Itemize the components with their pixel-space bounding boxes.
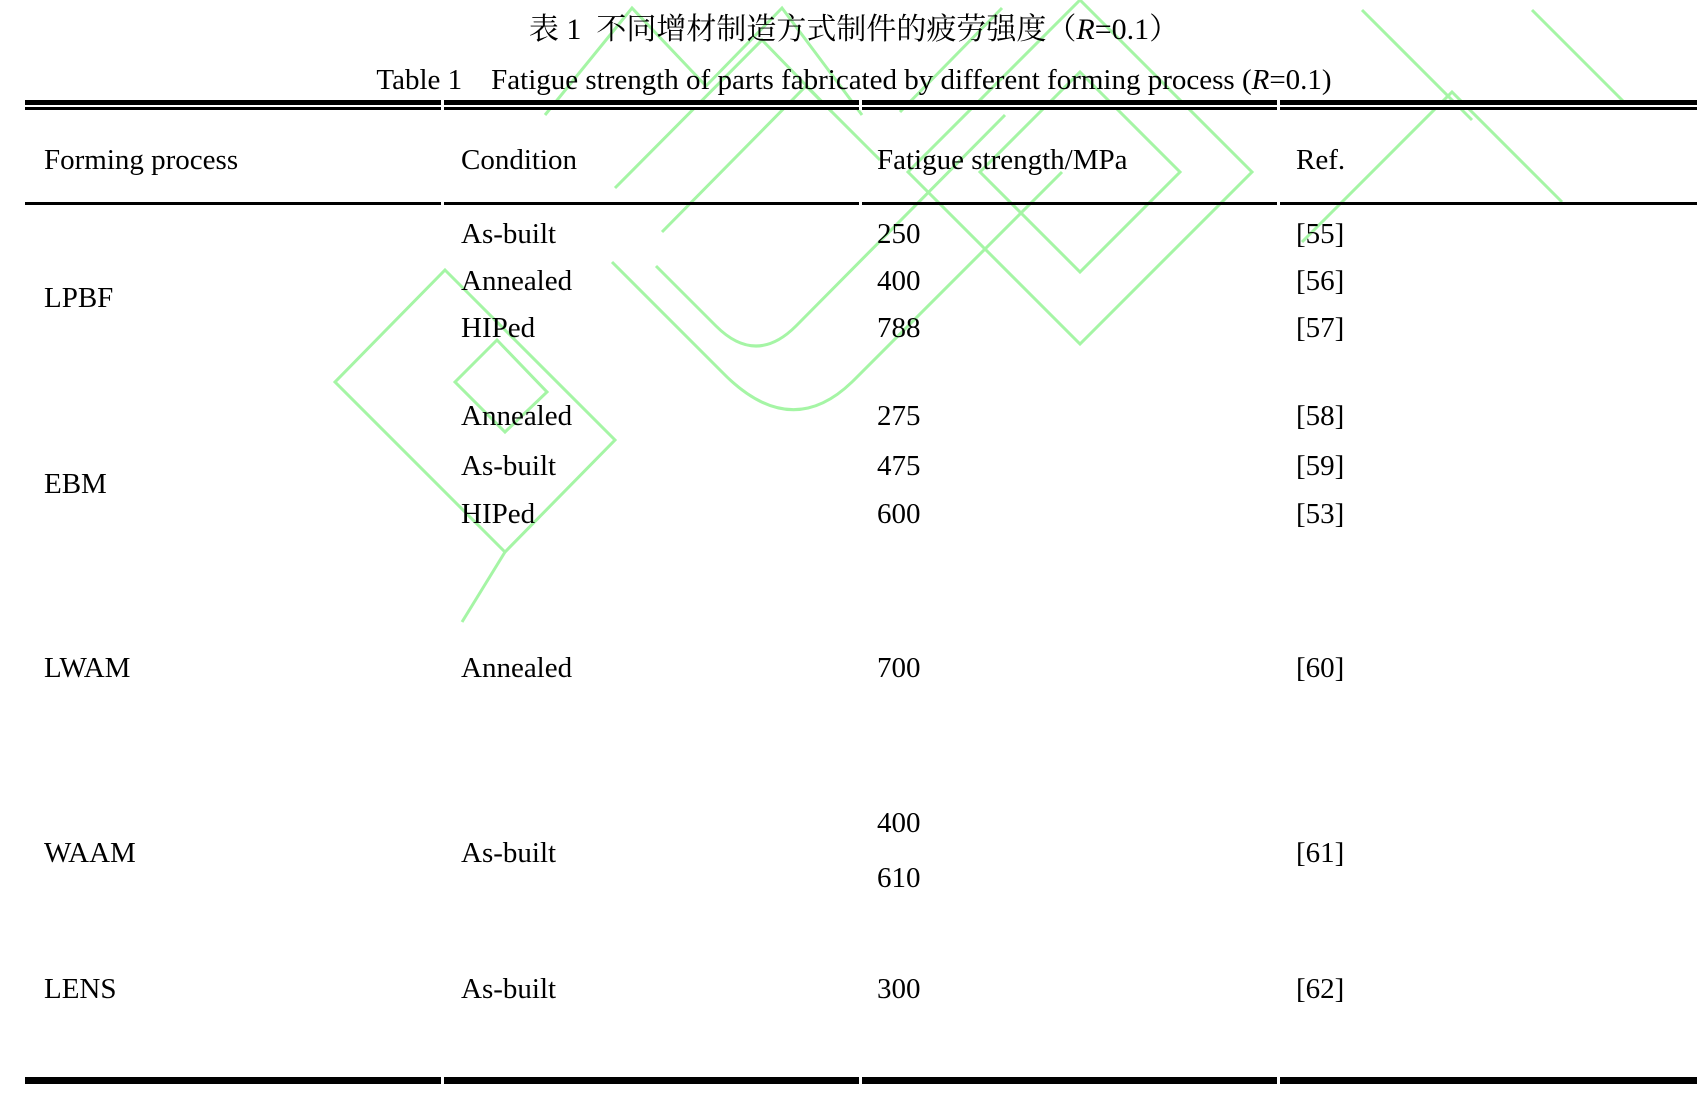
cell-condition: As-built <box>461 973 557 1005</box>
cell-ref: [61] <box>1296 837 1345 869</box>
column-separator-gap <box>1277 1077 1280 1084</box>
caption-en-text: Table 1 Fatigue strength of parts fabricated by different forming process ( <box>376 64 1252 96</box>
caption-zh-text: 表 1 不同增材制造方式制件的疲劳强度（ <box>528 13 1077 46</box>
cell-strength: 250 <box>877 218 921 250</box>
column-separator-gap <box>441 1077 444 1084</box>
cell-condition: Annealed <box>461 400 573 432</box>
table-caption-en <box>0 61 1708 99</box>
cell-condition: Annealed <box>461 652 573 684</box>
cell-ref: [55] <box>1296 218 1345 250</box>
caption-en-italic-r: R <box>1251 64 1270 96</box>
col-header-fatigue-strength: Fatigue strength/MPa <box>877 144 1128 176</box>
cell-strength: 275 <box>877 400 921 432</box>
table-caption-zh <box>0 11 1708 49</box>
cell-condition: As-built <box>461 450 557 482</box>
group-label-waam: WAAM <box>44 837 136 869</box>
column-separator-gap <box>1277 100 1280 110</box>
cell-ref: [62] <box>1296 973 1345 1005</box>
caption-en-suffix: =0.1) <box>1269 64 1332 96</box>
cell-ref: [56] <box>1296 265 1345 297</box>
cell-ref: [57] <box>1296 312 1345 344</box>
cell-strength: 788 <box>877 312 921 344</box>
cell-strength: 400 <box>877 807 921 839</box>
group-label-lens: LENS <box>44 973 117 1005</box>
cell-strength: 300 <box>877 973 921 1005</box>
group-label-ebm: EBM <box>44 468 107 500</box>
cell-strength: 600 <box>877 498 921 530</box>
group-label-lwam: LWAM <box>44 652 131 684</box>
cell-condition: As-built <box>461 837 557 869</box>
col-header-condition: Condition <box>461 144 578 176</box>
group-label-lpbf: LPBF <box>44 282 114 314</box>
col-header-forming-process: Forming process <box>44 144 239 176</box>
cell-strength: 400 <box>877 265 921 297</box>
cell-strength: 610 <box>877 862 921 894</box>
cell-ref: [53] <box>1296 498 1345 530</box>
caption-zh-suffix: =0.1） <box>1094 13 1180 46</box>
cell-condition: HIPed <box>461 498 536 530</box>
column-separator-gap <box>441 202 444 205</box>
column-separator-gap <box>859 1077 862 1084</box>
cell-ref: [59] <box>1296 450 1345 482</box>
col-header-ref: Ref. <box>1296 144 1346 176</box>
column-separator-gap <box>1277 202 1280 205</box>
column-separator-gap <box>859 100 862 110</box>
caption-zh-italic-r: R <box>1076 13 1095 46</box>
cell-condition: As-built <box>461 218 557 250</box>
column-separator-gap <box>441 100 444 110</box>
cell-strength: 700 <box>877 652 921 684</box>
cell-ref: [60] <box>1296 652 1345 684</box>
cell-ref: [58] <box>1296 400 1345 432</box>
cell-strength: 475 <box>877 450 921 482</box>
cell-condition: Annealed <box>461 265 573 297</box>
column-separator-gap <box>859 202 862 205</box>
cell-condition: HIPed <box>461 312 536 344</box>
